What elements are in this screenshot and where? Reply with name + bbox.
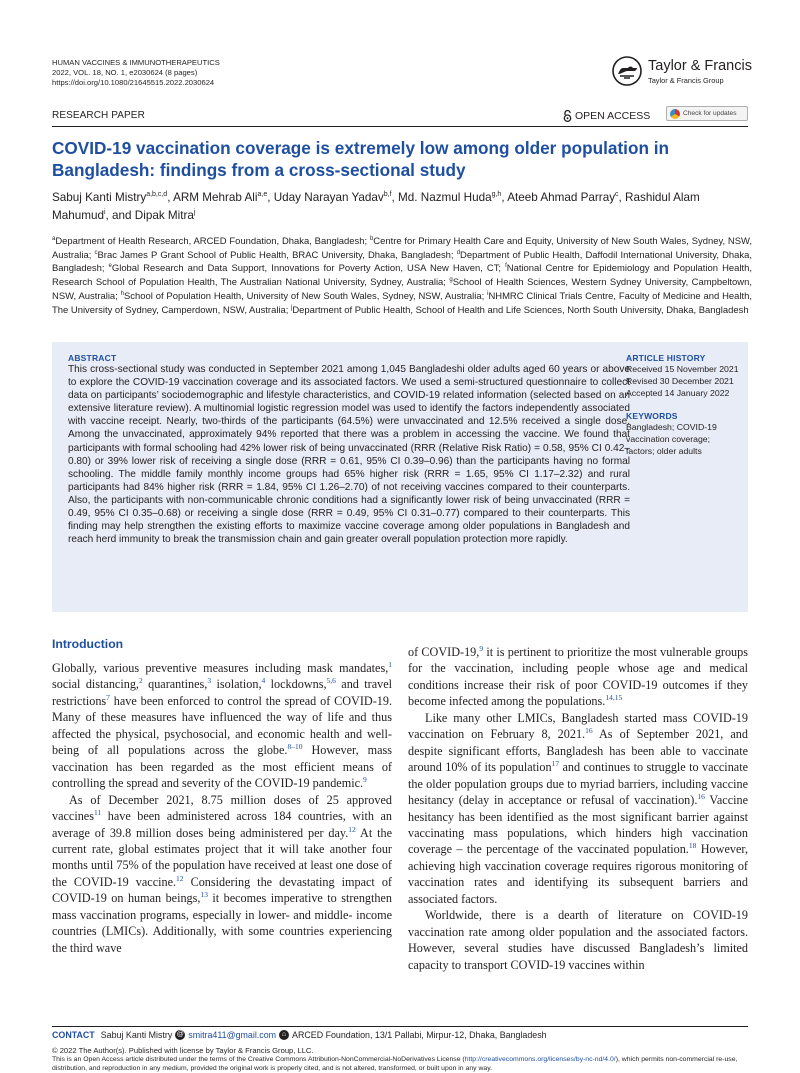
check-updates-label: Check for updates	[683, 110, 737, 117]
author-name: ARM Mehrab Ali	[173, 191, 258, 204]
body-text: and travel restrictions	[52, 677, 393, 708]
citation-ref[interactable]: 9	[363, 775, 367, 785]
body-paragraph	[408, 644, 748, 710]
author-affiliation-mark: b,f	[383, 191, 392, 199]
citation-ref[interactable]: 16	[585, 726, 593, 736]
citation-ref[interactable]: 9	[479, 643, 484, 653]
contact-line	[52, 1030, 547, 1040]
body-text: However, achieving high vaccination coverage requires rigorous monitoring of vaccination rates and identifying its subsequent barriers and associated factors.	[408, 842, 748, 906]
crossmark-icon	[670, 109, 680, 119]
body-text: have been administered across 184 countries, with an average of 39.8 million doses being administered per day.	[52, 809, 392, 840]
abstract-heading: ABSTRACT	[68, 353, 117, 363]
journal-issue: 2022, VOL. 18, NO. 1, e2030624 (8 pages)	[52, 68, 198, 78]
body-text: have been enforced to control the spread of COVID-19. Many of these measures have influenced the way of life and thus affected the physical, psychosocial, and economic health and well-being of all populations across the globe.	[52, 693, 392, 758]
contact-email[interactable]: smitra411@gmail.com	[188, 1030, 277, 1040]
citation-ref[interactable]: 18	[688, 841, 697, 851]
article-history-heading: ARTICLE HISTORY	[626, 353, 706, 363]
footer-divider	[52, 1026, 748, 1027]
affiliation-mark: g	[449, 276, 453, 283]
citation-ref[interactable]: 17	[551, 759, 560, 769]
citation-ref[interactable]: 1	[388, 659, 392, 669]
affiliation-mark: j	[291, 304, 293, 311]
citation-ref[interactable]: 13	[200, 890, 208, 900]
article-title: COVID-19 vaccination coverage is extremely low among older population in Bangladesh: findings from a cross-sectional study	[52, 138, 669, 180]
history-revised: Revised 30 December 2021	[626, 376, 734, 386]
citation-ref[interactable]: 5,6	[326, 676, 336, 686]
check-updates-button[interactable]	[666, 106, 748, 121]
publisher-logo[interactable]	[612, 56, 752, 88]
affiliation-text: School of Health Sciences, Western Sydney University, Campbeltown, NSW, Australia;	[52, 277, 752, 302]
author-name: Rashidul Alam Mahumud	[52, 191, 700, 222]
author-affiliation-mark: a,e	[257, 191, 268, 199]
contact-label: CONTACT	[52, 1030, 95, 1040]
citation-ref[interactable]: 2	[138, 676, 143, 686]
affiliation-text: Global Research and Data Support, Innovations for Poverty Action, USA New Haven, CT;	[111, 263, 506, 275]
author-name: Uday Narayan Yadav	[273, 191, 384, 204]
author-name: Md. Nazmul Huda	[398, 191, 492, 204]
author-affiliation-mark: i	[103, 209, 106, 217]
keywords-line: factors; older adults	[626, 446, 702, 456]
body-text: As of September 2021, and despite significant efforts, Bangladesh has been able to vaccinate around 10% of its population	[408, 727, 748, 775]
author-list: Sabuj Kanti Mistry$^{a,b,c,d}$, ARM Mehrab Ali$^{a,e}$, Uday Narayan Yadav$^{b,f}$, Md. Nazmul Huda$^{g,h}$, Ateeb Ahmad Parray$^c$, Rashidul Alam Mahumud$^i$, and Dipak Mitra$^j$	[52, 191, 700, 222]
affiliation-text: School of Population Health, University of New South Wales, Sydney, NSW, Australia;	[123, 290, 488, 302]
copyright-notice: © 2022 The Author(s). Published with license by Taylor & Francis Group, LLC.	[52, 1046, 314, 1055]
open-access-label: OPEN ACCESS	[575, 110, 651, 122]
publisher-name: Taylor & Francis	[648, 58, 752, 74]
affiliation-text: Centre for Primary Health Care and Equity, University of New South Wales, Sydney, NSW, Australia;	[52, 236, 753, 261]
affiliation-text: Department of Public Health, Daffodil International University, Dhaka, Bangladesh;	[52, 249, 753, 275]
body-text: As of December 2021, 8.75 million doses of 25 approved vaccines	[52, 792, 392, 824]
citation-ref[interactable]: 12	[348, 824, 356, 834]
header-divider	[52, 126, 748, 127]
author-name: Ateeb Ahmad Parray	[507, 191, 616, 204]
body-text: it is pertinent to prioritize the most vulnerable groups for the vaccination, including people whose age and medical conditions increase their risk of poor COVID-19 outcomes if they become infected among the populations.	[408, 645, 748, 709]
body-text: lockdowns,	[265, 677, 327, 692]
citation-ref[interactable]: 11	[93, 808, 102, 818]
affiliation-mark: b	[369, 235, 374, 242]
affiliation-text: NHMRC Clinical Trials Centre, Faculty of Medicine and Health, The University of Sydney, Camperdown, NSW, Australia;	[52, 290, 752, 316]
body-text: social distancing,	[52, 677, 139, 692]
body-text: Like many other LMICs, Bangladesh started mass COVID-19 vaccination on February 8, 2021.	[408, 710, 748, 742]
citation-ref[interactable]: 12	[176, 873, 184, 883]
section-heading-introduction: Introduction	[52, 637, 124, 651]
affiliation-text: Department of Public Health, School of Health and Life Sciences, North South University, Dhaka, Bangladesh	[292, 304, 749, 316]
body-paragraph	[408, 907, 748, 973]
citation-ref[interactable]: 4	[261, 676, 266, 686]
author-name: Dipak Mitra	[134, 209, 194, 222]
affiliation-text: Department of Health Research, ARCED Foundation, Dhaka, Bangladesh;	[55, 236, 370, 247]
body-text: Worldwide, there is a dearth of literature on COVID-19 vaccination rate among older population and the associated factors. However, several studies have discussed Bangladesh’s limited capacity to transport COVID-19 vaccines within	[408, 908, 748, 972]
body-text: At the current rate, global estimates project that it will take another four months until 75% of the population have received at least one dose of the COVID-19 vaccine.	[52, 825, 392, 889]
journal-info	[52, 58, 220, 89]
body-text: Considering the devastating impact of COVID-19 on human beings,	[52, 874, 392, 906]
body-paragraph	[408, 710, 748, 907]
keywords-line: Bangladesh; COVID-19	[626, 422, 717, 432]
article-type: RESEARCH PAPER	[52, 110, 145, 121]
body-text: and continues to struggle to vaccinate the older population groups due to myriad barriers, including vaccine hesitancy (delay in acceptance or refusal of vaccination).	[408, 760, 748, 808]
contact-name: Sabuj Kanti Mistry	[100, 1030, 173, 1040]
affiliation-mark: c	[94, 249, 98, 256]
open-access-badge	[563, 110, 650, 122]
keywords-heading: KEYWORDS	[626, 411, 678, 421]
body-text: of COVID-19,	[408, 645, 480, 659]
body-text: isolation,	[211, 677, 262, 692]
journal-name: HUMAN VACCINES & IMMUNOTHERAPEUTICS	[52, 58, 220, 67]
publisher-group: Taylor & Francis Group	[648, 76, 724, 85]
body-text: Vaccine hesitancy has been identified as the most significant barrier against vaccinating mass populations, which hinders high vaccination coverage – the percentage of the vaccinated population.	[408, 793, 748, 857]
contact-address: ARCED Foundation, 13/1 Pallabi, Mirpur-12, Dhaka, Bangladesh	[292, 1030, 547, 1040]
author-affiliation-mark: a,b,c,d	[146, 191, 168, 199]
affiliation-text: National Centre for Epidemiology and Population Health, Research School of Population Health, The Australian National University, Sydney, Australia;	[52, 263, 752, 289]
history-accepted: Accepted 14 January 2022	[626, 388, 730, 398]
history-received: Received 15 November 2021	[626, 364, 739, 374]
journal-doi[interactable]: https://doi.org/10.1080/21645515.2022.2030624	[52, 78, 215, 88]
citation-ref[interactable]: 8–10	[287, 742, 303, 752]
keywords-line: vaccination coverage;	[626, 434, 711, 444]
affiliation-mark: e	[108, 263, 112, 270]
open-lock-icon	[563, 110, 572, 122]
license-notice	[52, 1056, 752, 1073]
body-paragraph	[52, 660, 392, 792]
email-icon: @	[176, 1031, 184, 1038]
author-affiliation-mark: g,h	[491, 191, 502, 199]
affiliation-mark: f	[505, 263, 507, 270]
abstract-text: This cross-sectional study was conducted in September 2021 among 1,045 Bangladeshi older adults aged 60 years or above to explore the COVID-19 vaccination coverage and its associated factors. We used a semi-structured questionnaire to collect data on participants’ sociodemographic and lifestyle characteristics, and COVID-19 related information (selected based on an extensive literature review). A multinomial logistic regression model was used to identify the factors independently associated with vaccine receipt. Nearly, two-thirds of the participants (64.5%) were unvaccinated and 12.5% received a single dose. Among the unvaccinated, approximately 94% reported that there was a problem in accessing the vaccine. We found that participants with formal schooling had 42% lower risk of being unvaccinated (RRR (Relative Risk Ratio) = 0.58, 95% CI 0.42–0.80) or 39% lower risk of receiving a single dose (RRR = 0.61, 95% CI 0.39–0.96) than the participants having no formal schooling. The middle family monthly income groups had 65% higher risk (RRR = 1.65, 95% CI 1.17–2.32) and rural participants had 84% higher risk (RRR = 1.84, 95% CI 1.26–2.70) of not receiving vaccines compared to their counterparts. Also, the participants with non-communicable chronic conditions had a significantly lower risk of being unvaccinated (RRR = 0.49, 95% CI 0.35–0.68) or receiving a single dose (RRR = 0.49, 95% CI 0.31–0.77) compared to their counterparts. This finding may help strengthen the existing efforts to maximize vaccine coverage among older populations in Bangladesh and reach herd immunity to break the transmission chain and gain greater overall population protection more rapidly.	[68, 364, 630, 546]
license-text-2: ), which permits non-commercial re-use, distribution, and reproduction in any medium, provided the original work is properly cited, and is not altered, transformed, or built upon in any way.	[52, 1056, 738, 1072]
citation-ref[interactable]: 7	[106, 692, 110, 702]
license-link[interactable]: http://creativecommons.org/licenses/by-nc-nd/4.0/	[464, 1056, 616, 1063]
body-text: However, mass vaccination has been regarded as the most efficient means of controlling the spread and severity of the COVID-19 pandemic.	[52, 743, 392, 791]
license-text-1: This is an Open Access article distributed under the terms of the Creative Commons Attribution-NonCommercial-NoDerivatives License (	[52, 1056, 465, 1063]
citation-ref[interactable]: 3	[207, 676, 212, 686]
body-paragraph	[52, 792, 392, 957]
address-icon: ⌂	[279, 1030, 289, 1040]
body-column-left	[52, 660, 392, 956]
citation-ref[interactable]: 14,15	[605, 693, 623, 703]
affiliation-mark: a	[52, 235, 56, 242]
body-text: Globally, various preventive measures including mask mandates,	[52, 661, 389, 675]
affiliations	[52, 235, 752, 317]
author-affiliation-mark: c	[615, 191, 619, 199]
affiliation-mark: h	[120, 290, 124, 297]
body-column-right	[408, 644, 748, 973]
affiliation-text: Brac James P Grant School of Public Health, BRAC University, Dhaka, Bangladesh;	[97, 249, 457, 261]
affiliation-mark: d	[456, 249, 461, 256]
citation-ref[interactable]: 16	[697, 792, 705, 802]
body-text: quarantines,	[142, 677, 208, 692]
body-text: it becomes imperative to strengthen mass vaccination programs, especially in lower- and middle- income countries (LMICs). Additionally, with some countries experiencing the third wave	[52, 891, 392, 955]
author-affiliation-mark: j	[193, 209, 196, 217]
lamp-logo-icon	[612, 56, 642, 86]
author-name: Sabuj Kanti Mistry	[52, 191, 147, 204]
affiliation-mark: i	[487, 290, 489, 297]
